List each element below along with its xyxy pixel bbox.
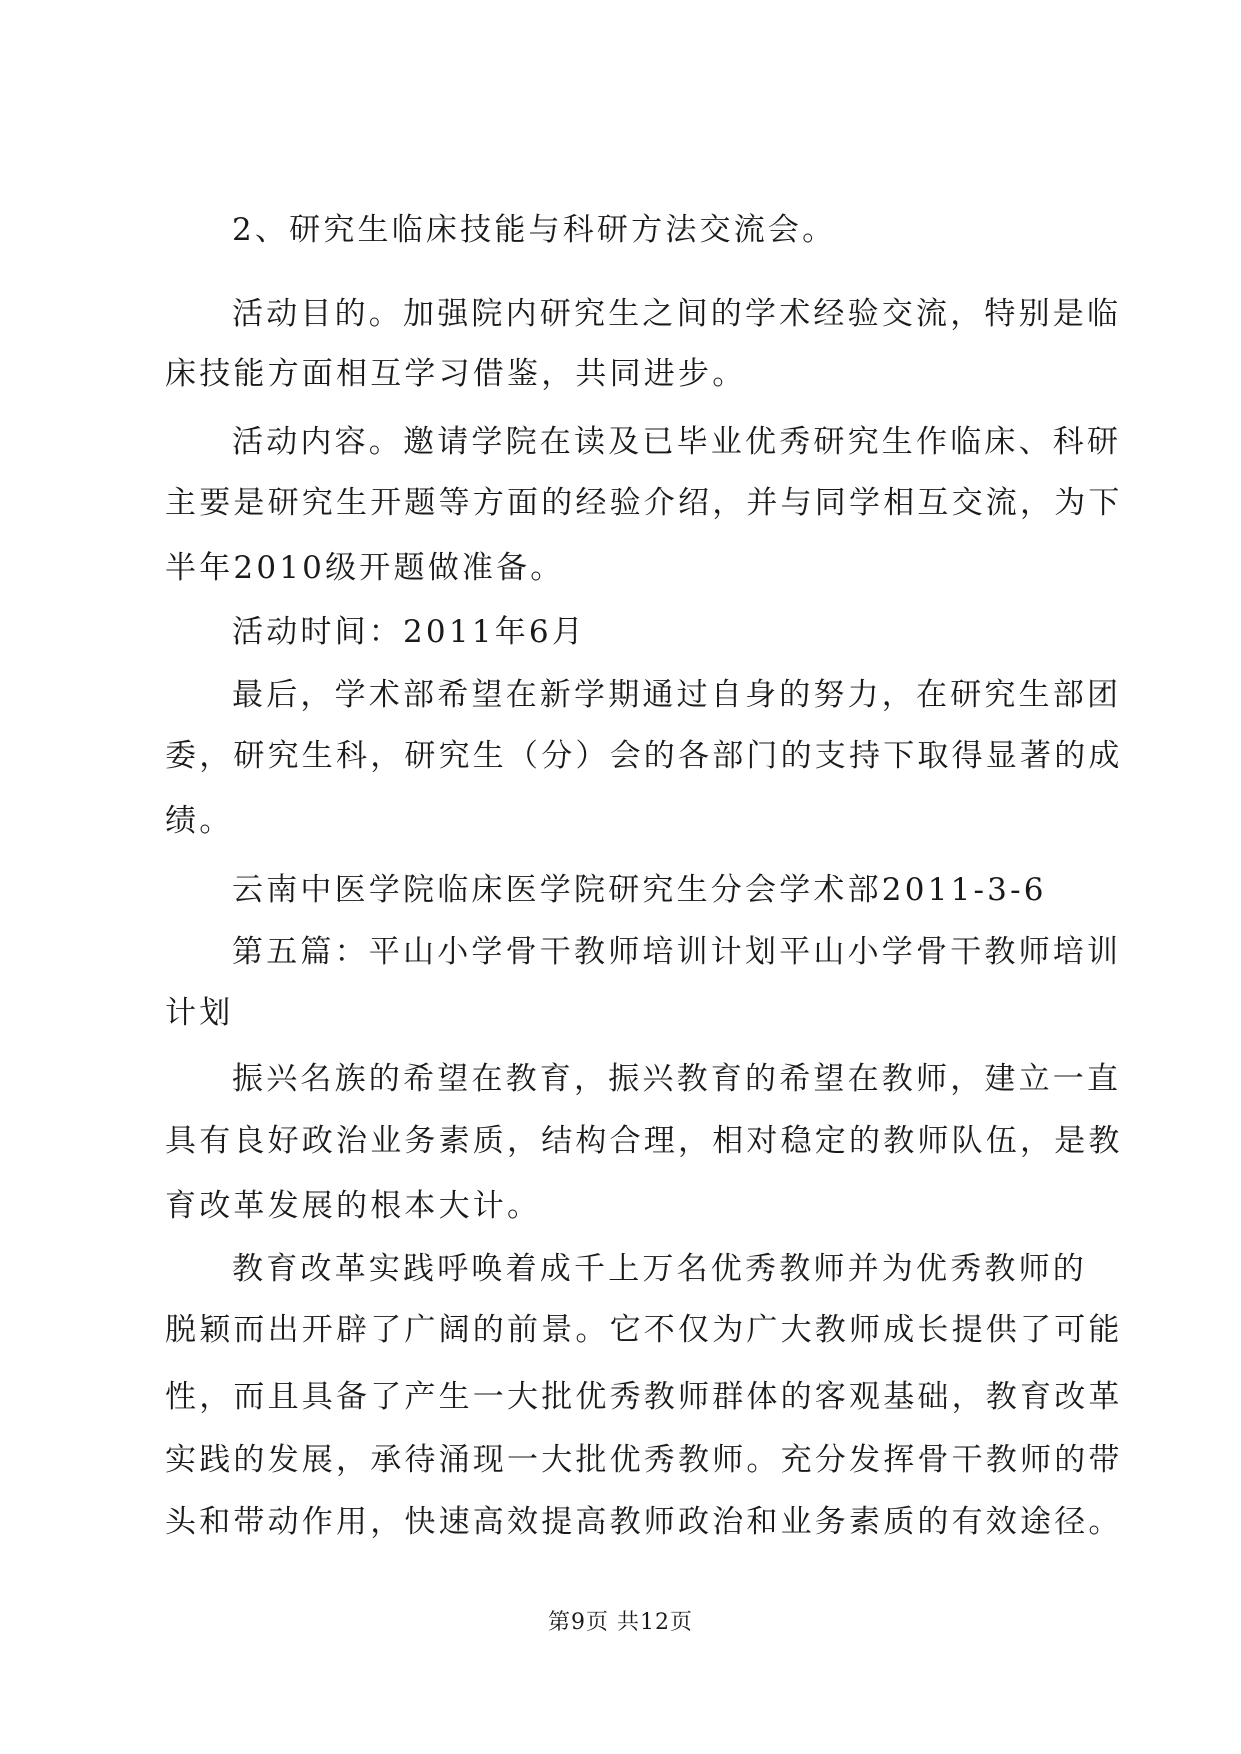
text-line: 主要是研究生开题等方面的经验介绍，并与同学相互交流，为下 <box>165 485 1123 521</box>
text-line: 最后，学术部希望在新学期通过自身的努力，在研究生部团 <box>232 677 1122 713</box>
text-line: 第五篇：平山小学骨干教师培训计划平山小学骨干教师培训 <box>232 934 1122 970</box>
text-line: 活动内容。邀请学院在读及已毕业优秀研究生作临床、科研 <box>232 424 1122 460</box>
text-line: 绩。 <box>165 803 234 839</box>
text-line: 教育改革实践呼唤着成千上万名优秀教师并为优秀教师的 <box>232 1251 1087 1287</box>
text-line: 云南中医学院临床医学院研究生分会学术部2011-3-6 <box>232 872 1047 908</box>
text-line: 脱颖而出开辟了广阔的前景。它不仅为广大教师成长提供了可能 <box>165 1312 1123 1348</box>
text-line: 振兴名族的希望在教育，振兴教育的希望在教师，建立一直 <box>232 1061 1122 1097</box>
text-line: 头和带动作用，快速高效提高教师政治和业务素质的有效途径。 <box>165 1504 1123 1540</box>
text-line: 具有良好政治业务素质，结构合理，相对稳定的教师队伍，是教 <box>165 1123 1123 1159</box>
text-line: 委，研究生科，研究生（分）会的各部门的支持下取得显著的成 <box>165 738 1123 774</box>
text-line: 2、研究生临床技能与科研方法交流会。 <box>232 212 837 248</box>
text-line: 计划 <box>165 995 234 1031</box>
text-line: 实践的发展，承待涌现一大批优秀教师。充分发挥骨干教师的带 <box>165 1442 1123 1478</box>
text-line: 性，而且具备了产生一大批优秀教师群体的客观基础，教育改革 <box>165 1379 1123 1415</box>
text-line: 半年2010级开题做准备。 <box>165 550 565 586</box>
text-line: 活动时间：2011年6月 <box>232 614 587 650</box>
text-line: 育改革发展的根本大计。 <box>165 1188 542 1224</box>
text-line: 活动目的。加强院内研究生之间的学术经验交流，特别是临 <box>232 296 1122 332</box>
page-number-footer: 第9页 共12页 <box>548 1610 693 1635</box>
text-line: 床技能方面相互学习借鉴，共同进步。 <box>165 356 747 392</box>
